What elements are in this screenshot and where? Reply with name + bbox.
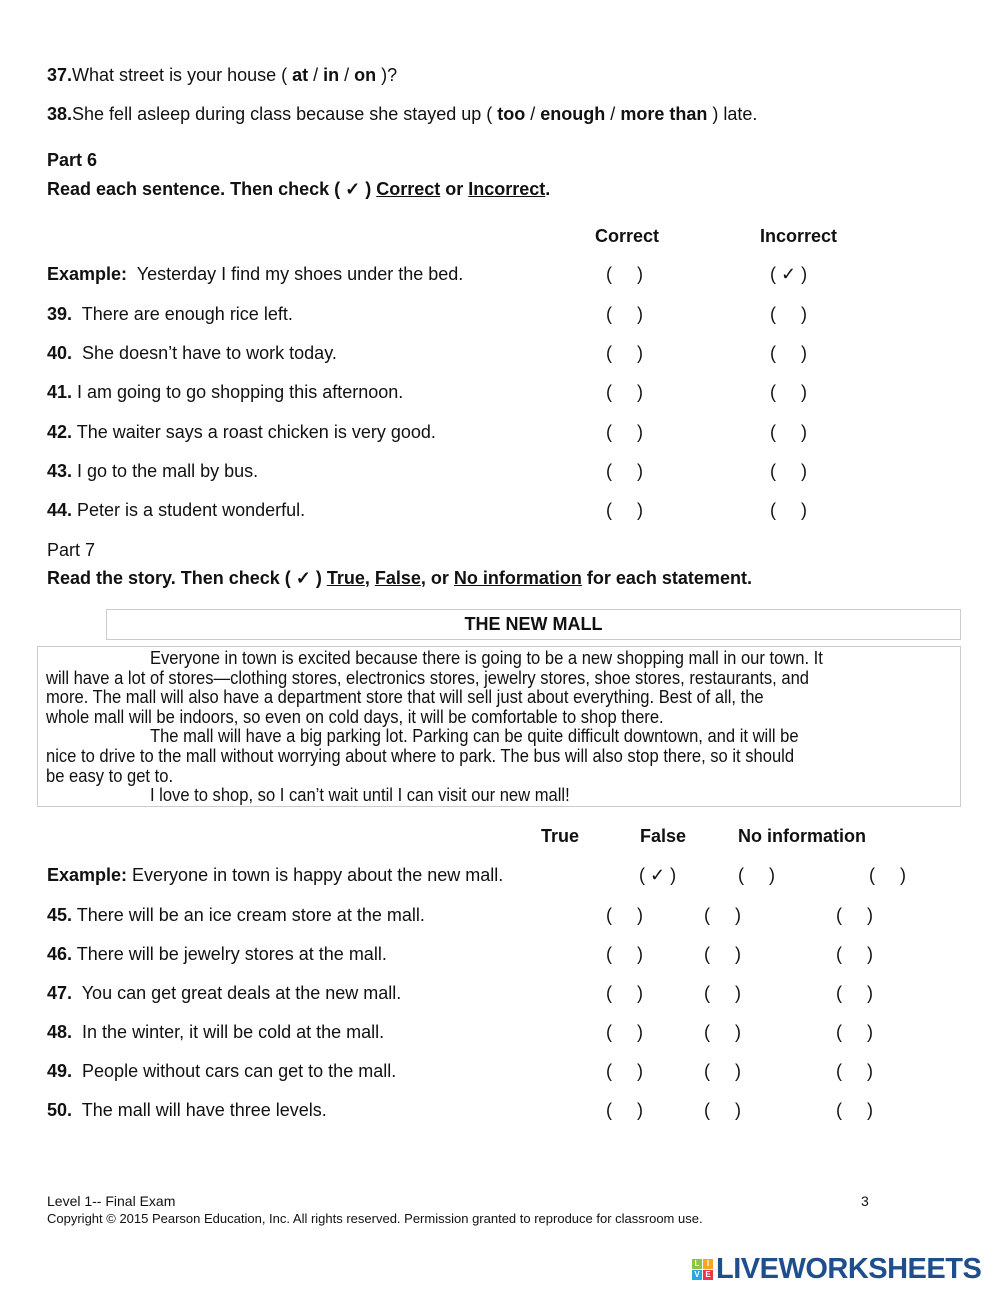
statement: People without cars can get to the mall. [72,1061,397,1081]
sentence: I am going to go shopping this afternoon. [72,382,404,402]
incorrect-checkbox[interactable]: ( ) [770,461,807,481]
question-37: 37.What street is your house ( at / in / on )? [47,65,398,85]
statement: You can get great deals at the new mall. [72,983,402,1003]
no-information-checkbox[interactable]: ( ) [836,944,873,964]
sentence: Yesterday I find my shoes under the bed. [127,264,464,284]
copyright: Copyright © 2015 Pearson Education, Inc. All rights reserved. Permission granted to reproduce for classroom use. [47,1211,703,1226]
part6-row [47,381,403,403]
story-line: whole mall will be indoors, so even on cold days, it will be comfortable to shop there. [46,706,664,727]
no-information-checkbox[interactable]: ( ) [836,1061,873,1081]
part7-row [47,1060,396,1082]
incorrect-checkbox[interactable]: ( ) [770,500,807,520]
story-line: be easy to get to. [46,765,174,786]
story-passage [37,646,961,807]
correct-checkbox[interactable]: ( ) [606,304,643,324]
no-information-checkbox[interactable]: ( ) [836,905,873,925]
false-checkbox[interactable]: ( ) [704,1061,741,1081]
false-checkbox[interactable]: ( ) [704,983,741,1003]
true-checkbox[interactable]: ( ) [606,905,643,925]
item-number: Example: [47,865,128,885]
part6-row [47,303,293,325]
story-line: more. The mall will also have a department store that will sell just about everything. Best of all, the [46,687,764,708]
item-number: 44. [47,500,73,520]
logo-letter: V [692,1270,702,1280]
part6-row [47,460,258,482]
sentence: She doesn’t have to work today. [72,343,337,363]
column-header-correct: Correct [595,226,660,246]
statement: There will be jewelry stores at the mall. [72,944,387,964]
item-number: 39. [47,304,73,324]
part6-instructions: Read each sentence. Then check ( ✓ ) Correct or Incorrect. [47,179,551,199]
story-title: THE NEW MALL [106,609,961,640]
item-number: 45. [47,905,73,925]
no-information-checkbox[interactable]: ( ) [836,1100,873,1120]
part7-row [47,1021,384,1043]
sentence: I go to the mall by bus. [72,461,259,481]
part7-title: Part 7 [47,540,96,560]
true-checkbox[interactable]: ( ✓ ) [639,865,677,885]
page-number: 3 [861,1193,869,1209]
item-number: 43. [47,461,73,481]
incorrect-checkbox[interactable]: ( ) [770,422,807,442]
story-line: nice to drive to the mall without worrying about where to park. The bus will also stop there, so it should [46,745,795,766]
true-checkbox[interactable]: ( ) [606,983,643,1003]
statement: In the winter, it will be cold at the mall. [72,1022,385,1042]
true-checkbox[interactable]: ( ) [606,1022,643,1042]
logo-letter: E [703,1270,713,1280]
sentence: Peter is a student wonderful. [72,500,306,520]
statement: Everyone in town is happy about the new mall. [127,865,504,885]
part6-title: Part 6 [47,150,98,170]
true-checkbox[interactable]: ( ) [606,944,643,964]
correct-checkbox[interactable]: ( ) [606,500,643,520]
item-number: 42. [47,422,73,442]
incorrect-checkbox[interactable]: ( ) [770,382,807,402]
story-line: will have a lot of stores—clothing stores, electronics stores, jewelry stores, shoe stores, restaurants, and [46,667,810,688]
part7-instructions: Read the story. Then check ( ✓ ) True, False, or No information for each statement. [47,568,752,588]
part7-row [47,943,387,965]
item-number: 46. [47,944,73,964]
item-number: 41. [47,382,73,402]
false-checkbox[interactable]: ( ) [704,1022,741,1042]
item-number: 50. [47,1100,73,1120]
footer-title: Level 1-- Final Exam [47,1193,176,1209]
column-header-incorrect: Incorrect [760,226,838,246]
part7-row [47,982,401,1004]
logo-squares-icon [692,1259,713,1280]
false-checkbox[interactable]: ( ) [704,944,741,964]
statement: There will be an ice cream store at the mall. [72,905,425,925]
item-number: 40. [47,343,73,363]
story-line: Everyone in town is excited because there is going to be a new shopping mall in our town. It [149,648,823,668]
logo-letter: L [692,1259,702,1269]
item-number: 49. [47,1061,73,1081]
part7-row [47,904,425,926]
incorrect-checkbox[interactable]: ( ) [770,304,807,324]
part7-row [47,1099,327,1121]
false-checkbox[interactable]: ( ) [704,1100,741,1120]
item-number: 47. [47,983,73,1003]
part6-row [47,263,463,285]
correct-checkbox[interactable]: ( ) [606,422,643,442]
item-number: 48. [47,1022,73,1042]
question-38: 38.She fell asleep during class because she stayed up ( too / enough / more than ) late. [47,104,758,124]
false-checkbox[interactable]: ( ) [738,865,775,885]
statement: The mall will have three levels. [72,1100,327,1120]
logo-letter: I [703,1259,713,1269]
column-header-false: False [640,826,687,846]
liveworksheets-logo [692,1253,981,1286]
correct-checkbox[interactable]: ( ) [606,264,643,284]
story-line: The mall will have a big parking lot. Parking can be quite difficult downtown, and it will be [149,726,799,747]
part6-row [47,499,305,521]
no-information-checkbox[interactable]: ( ) [869,865,906,885]
column-header-no-information: No information [738,826,866,846]
no-information-checkbox[interactable]: ( ) [836,1022,873,1042]
item-number: Example: [47,264,128,284]
part6-row [47,342,337,364]
column-header-true: True [541,826,580,846]
false-checkbox[interactable]: ( ) [704,905,741,925]
correct-checkbox[interactable]: ( ) [606,461,643,481]
true-checkbox[interactable]: ( ) [606,1061,643,1081]
part6-row [47,421,436,443]
logo-text: LIVEWORKSHEETS [716,1253,982,1285]
no-information-checkbox[interactable]: ( ) [836,983,873,1003]
sentence: There are enough rice left. [72,304,293,324]
incorrect-checkbox[interactable]: ( ✓ ) [770,264,808,284]
true-checkbox[interactable]: ( ) [606,1100,643,1120]
correct-checkbox[interactable]: ( ) [606,382,643,402]
correct-checkbox[interactable]: ( ) [606,343,643,363]
incorrect-checkbox[interactable]: ( ) [770,343,807,363]
sentence: The waiter says a roast chicken is very good. [72,422,436,442]
part7-row [47,864,503,886]
story-line: I love to shop, so I can’t wait until I can visit our new mall! [149,785,570,806]
